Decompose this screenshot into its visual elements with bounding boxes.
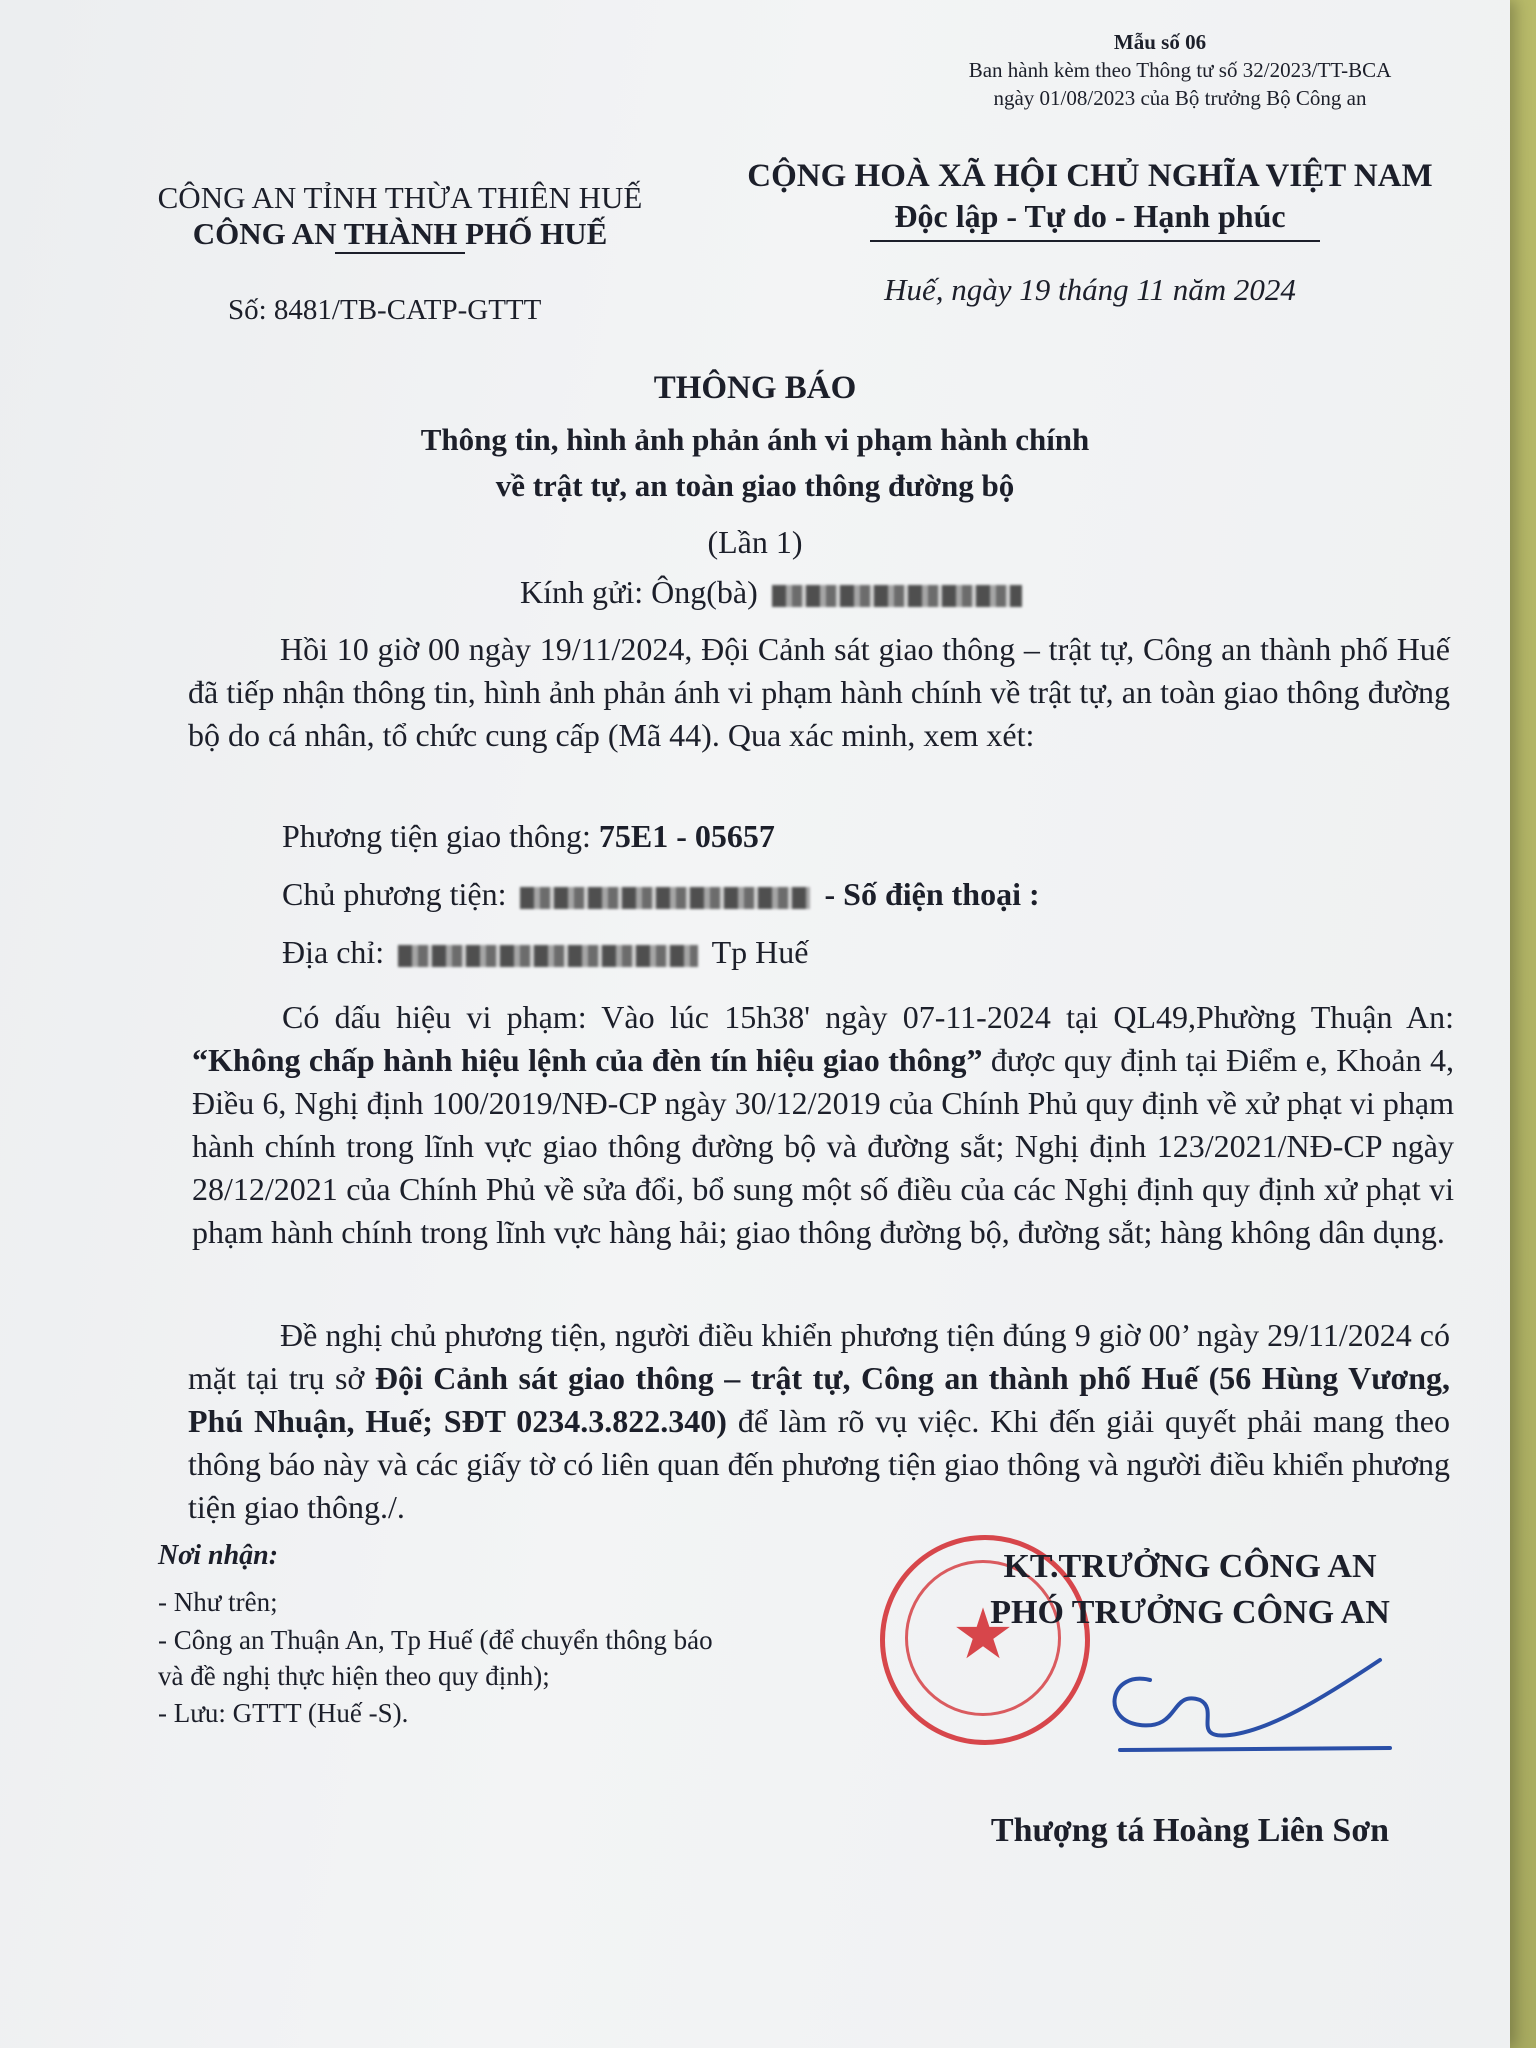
agency-underline — [335, 252, 465, 254]
document-title: THÔNG BÁO — [653, 370, 857, 406]
vehicle-label: Phương tiện giao thông: — [282, 818, 599, 854]
motto-underline — [870, 240, 1320, 242]
place-date: Huế, ngày 19 tháng 11 năm 2024 — [884, 272, 1296, 307]
owner-label: Chủ phương tiện: — [282, 876, 515, 912]
request-instructions: để làm rõ vụ việc. Khi đến giải quyết phải mang theo thông báo này và các giấy tờ có liên quan đến phương tiện giao thông và người điều khiển phương tiện giao thông./. — [188, 1403, 1451, 1525]
redacted-address — [398, 945, 698, 967]
document-subtitle-1: Thông tin, hình ảnh phản ánh vi phạm hành chính — [420, 422, 1090, 457]
paragraph-request — [188, 1314, 1450, 1529]
form-issued-line2: ngày 01/08/2023 của Bộ trưởng Bộ Công an — [993, 86, 1367, 110]
document-number: Số: 8481/TB-CATP-GTTT — [228, 294, 542, 326]
address-city: Tp Huế — [704, 934, 809, 970]
address-label: Địa chỉ: — [282, 934, 393, 970]
violation-name: “Không chấp hành hiệu lệnh của đèn tín hiệu giao thông” — [192, 1042, 983, 1078]
phone-label: - Số điện thoại : — [816, 876, 1040, 912]
signer-name: Thượng tá Hoàng Liên Sơn — [990, 1812, 1390, 1849]
star-icon: ★ — [951, 1593, 1015, 1675]
violation-intro: Có dấu hiệu vi phạm: Vào lúc 15h38' ngày 07-11-2024 tại QL49,Phường Thuận An: — [282, 999, 1454, 1035]
violation-legal-basis: được quy định tại Điểm e, Khoản 4, Điều 6, Nghị định 100/2019/NĐ-CP ngày 30/12/2019 của Chính Phủ quy định về xử phạt vi phạm hành chính trong lĩnh vực giao thông đường bộ và đường sắt; Nghị định 123/2021/NĐ-CP ngày 28/12/2021 của Chính Phủ về sửa đổi, bổ sung một số điều của các Nghị định quy định xử phạt vi phạm hành chính trong lĩnh vực hàng hải; giao thông đường bộ, đường sắt; hàng không dân dụng. — [192, 1042, 1455, 1250]
recipient-item-2: - Công an Thuận An, Tp Huế (để chuyển thông báo — [158, 1625, 713, 1655]
nation-name: CỘNG HOÀ XÃ HỘI CHỦ NGHĨA VIỆT NAM — [747, 158, 1433, 194]
agency-parent: CÔNG AN TỈNH THỪA THIÊN HUẾ — [157, 180, 643, 215]
signature-title-1: KT.TRƯỞNG CÔNG AN — [1003, 1548, 1377, 1585]
form-number: Mẫu số 06 — [1113, 30, 1207, 54]
vehicle-line — [282, 818, 775, 855]
recipient-line — [520, 574, 1028, 611]
paragraph-violation — [192, 996, 1454, 1254]
owner-line — [282, 876, 1040, 913]
nation-motto: Độc lập - Tự do - Hạnh phúc — [894, 198, 1286, 234]
recipient-item-2b: và đề nghị thực hiện theo quy định); — [158, 1661, 550, 1691]
redacted-recipient — [772, 585, 1022, 607]
handwritten-signature — [1000, 1640, 1450, 1790]
document-subtitle-2: về trật tự, an toàn giao thông đường bộ — [495, 468, 1015, 503]
redacted-owner — [520, 887, 810, 909]
request-intro: Đề nghị chủ phương tiện, người điều khiển phương tiện đúng 9 giờ 00’ ngày 29/11/2024 có mặt tại trụ sở — [188, 1317, 1450, 1396]
paragraph-intro: Hồi 10 giờ 00 ngày 19/11/2024, Đội Cảnh sát giao thông – trật tự, Công an thành phố Huế đã tiếp nhận thông tin, hình ảnh phản ánh vi phạm hành chính về trật tự, an toàn giao thông đường bộ do cá nhân, tổ chức cung cấp (Mã 44). Qua xác minh, xem xét: — [188, 631, 1450, 753]
notice-round: (Lần 1) — [707, 524, 803, 560]
signature-title-2: PHÓ TRƯỞNG CÔNG AN — [990, 1594, 1390, 1631]
form-issued-line1: Ban hành kèm theo Thông tư số 32/2023/TT-BCA — [968, 58, 1392, 82]
recipient-item-1: - Như trên; — [158, 1587, 278, 1617]
recipient-item-3: - Lưu: GTTT (Huế -S). — [158, 1698, 409, 1728]
agency-name: CÔNG AN THÀNH PHỐ HUẾ — [192, 216, 608, 251]
vehicle-plate: 75E1 - 05657 — [598, 818, 775, 854]
address-line — [282, 934, 808, 971]
request-location: Đội Cảnh sát giao thông – trật tự, Công an thành phố Huế (56 Hùng Vương, Phú Nhuận, Huế; SĐT 0234.3.822.340) — [188, 1360, 1451, 1439]
recipients-heading: Nơi nhận: — [158, 1540, 279, 1571]
recipient-label: Kính gửi: Ông(bà) — [520, 574, 758, 610]
